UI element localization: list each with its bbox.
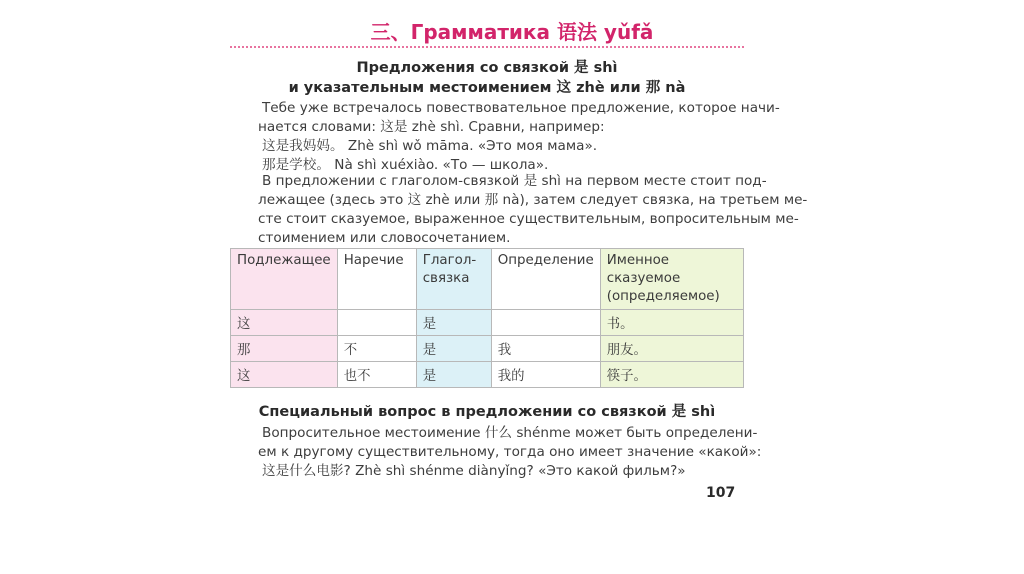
table-cell: 不: [337, 336, 416, 362]
table-cell: 也不: [337, 362, 416, 388]
table-cell: [491, 310, 600, 336]
header-adverb: Наречие: [337, 249, 416, 310]
header-subject: Подлежащее: [231, 249, 338, 310]
table-cell: 朋友。: [600, 336, 743, 362]
header-predicate: Именное сказуемое (определяемое): [600, 249, 743, 310]
header-copula: Глагол-связка: [416, 249, 491, 310]
example-sentence: 那是学校。 Nà shì xuéxiào. «То — школа».: [262, 157, 549, 173]
table-cell: 这: [231, 310, 338, 336]
example-sentence: 这是什么电影? Zhè shì shénme diànyǐng? «Это какой фильм?»: [262, 463, 686, 479]
table-cell: 那: [231, 336, 338, 362]
table-cell: 筷子。: [600, 362, 743, 388]
dotted-divider: [230, 46, 744, 48]
header-attribute: Определение: [491, 249, 600, 310]
paragraph-line: В предложении с глаголом-связкой 是 shì на первом месте стоит под-: [262, 173, 767, 189]
table-cell: 是: [416, 336, 491, 362]
table-header-row: [231, 249, 744, 310]
table-cell: 这: [231, 362, 338, 388]
table-cell: [337, 310, 416, 336]
table-row: [231, 336, 744, 362]
table-cell: 是: [416, 362, 491, 388]
page-title: 三、Грамматика 语法 yǔfǎ: [370, 20, 654, 44]
section1-paragraph1: [258, 99, 780, 175]
example-sentence: 这是我妈妈。 Zhè shì wǒ māma. «Это моя мама».: [262, 138, 598, 154]
page-number: 107: [706, 485, 736, 501]
paragraph-line: Вопросительное местоимение 什么 shénme может быть определени-: [262, 425, 758, 441]
section2-heading: Специальный вопрос в предложении со связкой 是 shì: [258, 404, 716, 420]
section1-heading-line2: и указательным местоимением 这 zhè или 那 nà: [288, 80, 686, 96]
paragraph-line: сте стоит сказуемое, выраженное существительным, вопросительным ме-: [258, 211, 799, 227]
table-cell: 书。: [600, 310, 743, 336]
grammar-table: [230, 248, 744, 388]
section1-paragraph2: [258, 172, 808, 248]
table-cell: 我: [491, 336, 600, 362]
table-cell: 是: [416, 310, 491, 336]
table-row: [231, 310, 744, 336]
paragraph-line: стоимением или словосочетанием.: [258, 230, 511, 246]
paragraph-line: лежащее (здесь это 这 zhè или 那 nà), затем следует связка, на третьем ме-: [258, 192, 808, 208]
paragraph-line: ем к другому существительному, тогда оно имеет значение «какой»:: [258, 444, 762, 460]
paragraph-line: Тебе уже встречалось повествовательное предложение, которое начи-: [262, 100, 780, 116]
table-row: [231, 362, 744, 388]
section2-paragraph: [258, 424, 762, 481]
paragraph-line: нается словами: 这是 zhè shì. Сравни, например:: [258, 119, 605, 135]
table-cell: 我的: [491, 362, 600, 388]
section1-heading-line1: Предложения со связкой 是 shì: [356, 60, 618, 76]
